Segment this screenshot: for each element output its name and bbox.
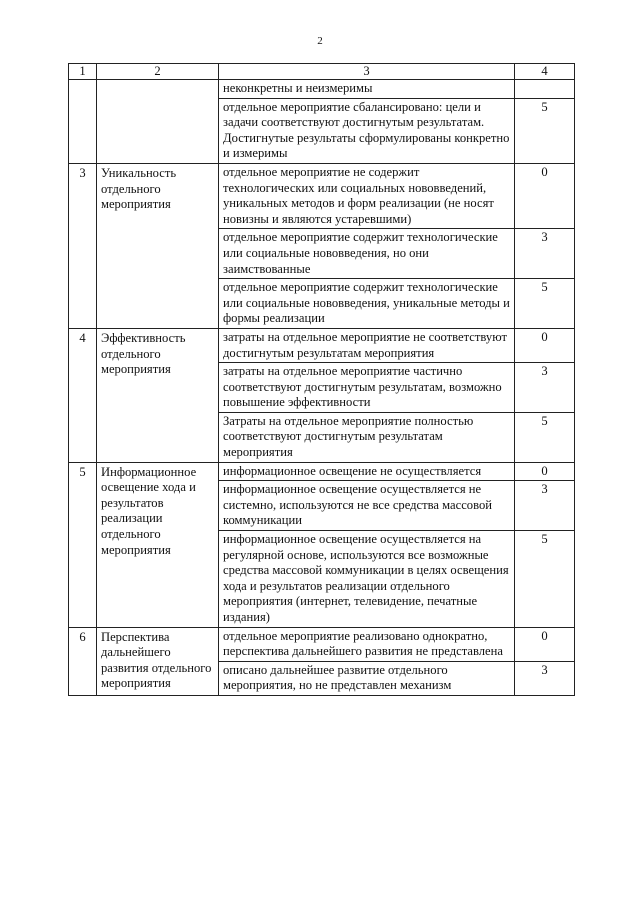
option-description: отдельное мероприятие содержит технологические или социальные нововведения, уникальные методы и формы реализации xyxy=(219,279,515,329)
option-score: 5 xyxy=(515,531,575,628)
criterion-number: 5 xyxy=(69,462,97,627)
option-score: 3 xyxy=(515,229,575,279)
criterion-name: Информационное освещение хода и результатов реализации отдельного мероприятия xyxy=(97,462,219,627)
option-description: отдельное мероприятие не содержит технологических или социальных нововведений, уникальных методов и форм реализации (не носят новизны и являются устаревшими) xyxy=(219,163,515,228)
num-cell xyxy=(69,80,97,164)
option-score: 0 xyxy=(515,627,575,661)
option-description: информационное освещение осуществляется не системно, используются не все средства массовой коммуникации xyxy=(219,481,515,531)
header-cell-1: 1 xyxy=(69,64,97,80)
option-description: информационное освещение не осуществляется xyxy=(219,462,515,481)
table-row xyxy=(69,163,575,228)
option-score: 0 xyxy=(515,163,575,228)
option-score: 3 xyxy=(515,481,575,531)
criterion-number: 4 xyxy=(69,328,97,462)
option-description: отдельное мероприятие реализовано однократно, перспектива дальнейшего развития не представлена xyxy=(219,627,515,661)
table-row xyxy=(69,627,575,661)
option-description: затраты на отдельное мероприятие частично соответствуют достигнутым результатам, возможно повышение эффективности xyxy=(219,363,515,413)
option-score: 3 xyxy=(515,661,575,695)
option-description: затраты на отдельное мероприятие не соответствуют достигнутым результатам мероприятия xyxy=(219,328,515,362)
header-cell-3: 3 xyxy=(219,64,515,80)
option-description: описано дальнейшее развитие отдельного мероприятия, но не представлен механизм xyxy=(219,661,515,695)
option-score: 5 xyxy=(515,98,575,163)
criterion-number: 3 xyxy=(69,163,97,328)
page-number: 2 xyxy=(317,35,323,47)
header-cell-4: 4 xyxy=(515,64,575,80)
criterion-name: Эффективность отдельного мероприятия xyxy=(97,328,219,462)
header-cell-2: 2 xyxy=(97,64,219,80)
option-description: Затраты на отдельное мероприятие полностью соответствуют достигнутым результатам мероприятия xyxy=(219,412,515,462)
table-row xyxy=(69,80,575,99)
option-description: отдельное мероприятие сбалансировано: цели и задачи соответствуют достигнутым результатам. Достигнутые результаты сформулированы конкретно и измеримы xyxy=(219,98,515,163)
criterion-name: Уникальность отдельного мероприятия xyxy=(97,163,219,328)
option-score: 0 xyxy=(515,462,575,481)
option-description: информационное освещение осуществляется на регулярной основе, используются все возможные средства массовой коммуникации в целях освещения хода и результатов реализации отдельного мероприятия (интернет, телевидение, печатные издания) xyxy=(219,531,515,628)
criteria-table xyxy=(68,63,575,696)
criterion-name: Перспектива дальнейшего развития отдельного мероприятия xyxy=(97,627,219,695)
option-score: 3 xyxy=(515,363,575,413)
option-description: отдельное мероприятие содержит технологические или социальные нововведения, но они заимствованные xyxy=(219,229,515,279)
option-score: 5 xyxy=(515,412,575,462)
table-row xyxy=(69,328,575,362)
option-score xyxy=(515,80,575,99)
criterion-number: 6 xyxy=(69,627,97,695)
table-row xyxy=(69,462,575,481)
option-score: 5 xyxy=(515,279,575,329)
criterion-cell xyxy=(97,80,219,164)
option-description: неконкретны и неизмеримы xyxy=(219,80,515,99)
option-score: 0 xyxy=(515,328,575,362)
header-row xyxy=(69,64,575,80)
